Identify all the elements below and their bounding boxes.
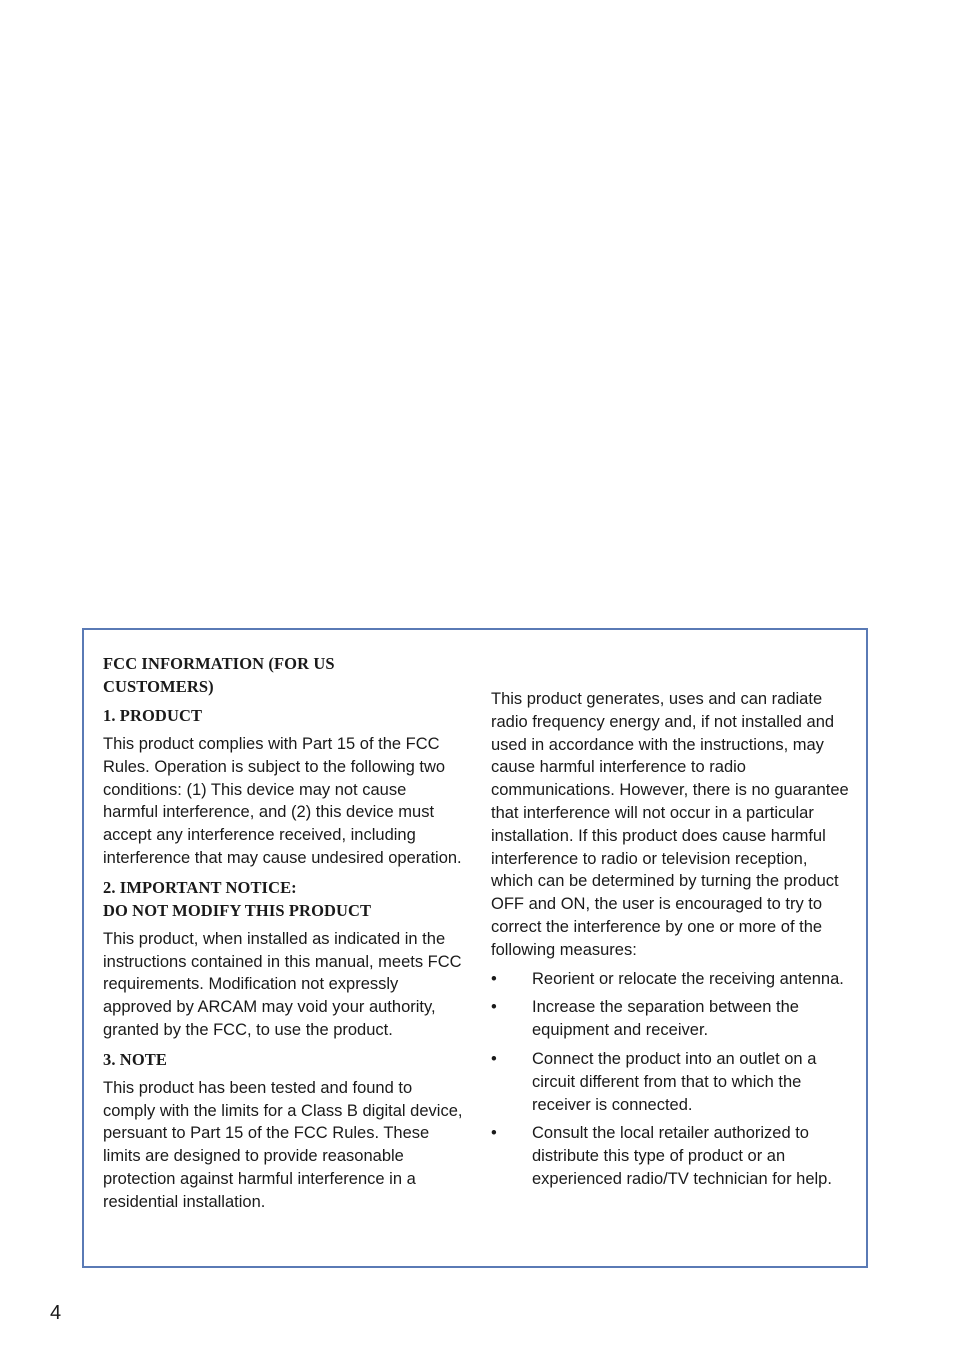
section-2-heading-line1: 2. IMPORTANT NOTICE:	[103, 877, 297, 897]
fcc-title-line1: FCC INFORMATION (FOR US	[103, 654, 335, 673]
list-item	[491, 968, 853, 991]
section-1-text: This product complies with Part 15 of the FCC Rules. Operation is subject to the following two conditions: (1) This device may not cause harmful interference, and (2) this device must accept any interference received, including interference that may cause undesired operation.	[103, 735, 462, 867]
bullet-icon: •	[491, 969, 497, 988]
interference-paragraph: This product generates, uses and can radiate radio frequency energy and, if not installed and used in accordance with the instructions, may cause harmful interference to radio communications. However, there is no guarantee that interference will not occur in a particular installation. If this product does cause harmful interference to radio or television reception, which can be determined by turning the product OFF and ON, the user is encouraged to try to correct the interference by one or more of the following measures:	[491, 690, 849, 959]
section-3-heading: 3. NOTE	[103, 1049, 167, 1069]
section-3-text: This product has been tested and found to comply with the limits for a Class B digital device, persuant to Part 15 of the FCC Rules. These limits are designed to provide reasonable protection against harmful interference in a residential installation.	[103, 1078, 463, 1211]
bullet-icon: •	[491, 1124, 497, 1143]
section-2-heading-line2: DO NOT MODIFY THIS PRODUCT	[103, 900, 372, 920]
fcc-information-box	[82, 628, 868, 1268]
measures-list	[491, 968, 853, 1191]
left-column	[103, 652, 463, 1220]
measure-text: Increase the separation between the equipment and receiver.	[532, 998, 799, 1040]
measure-text: Reorient or relocate the receiving antenna.	[532, 969, 844, 988]
list-item	[491, 1048, 853, 1116]
bullet-icon: •	[491, 1049, 497, 1068]
list-item	[491, 996, 853, 1042]
bullet-icon: •	[491, 998, 497, 1017]
list-item	[491, 1122, 853, 1190]
page-number: 4	[50, 1302, 62, 1324]
section-2-heading	[103, 876, 463, 922]
section-2-text: This product, when installed as indicated in the instructions contained in this manual, meets FCC requirements. Modification not expressly approved by ARCAM may void your authority, granted by the FCC, to use the product.	[103, 929, 462, 1039]
fcc-title-line2: CUSTOMERS)	[103, 677, 214, 696]
section-1-heading: 1. PRODUCT	[103, 706, 203, 725]
measure-text: Consult the local retailer authorized to distribute this type of product or an experienced radio/TV technician for help.	[532, 1124, 832, 1188]
fcc-title	[103, 652, 463, 698]
measure-text: Connect the product into an outlet on a circuit different from that to which the receiver is connected.	[532, 1049, 817, 1114]
right-column	[491, 688, 853, 1197]
